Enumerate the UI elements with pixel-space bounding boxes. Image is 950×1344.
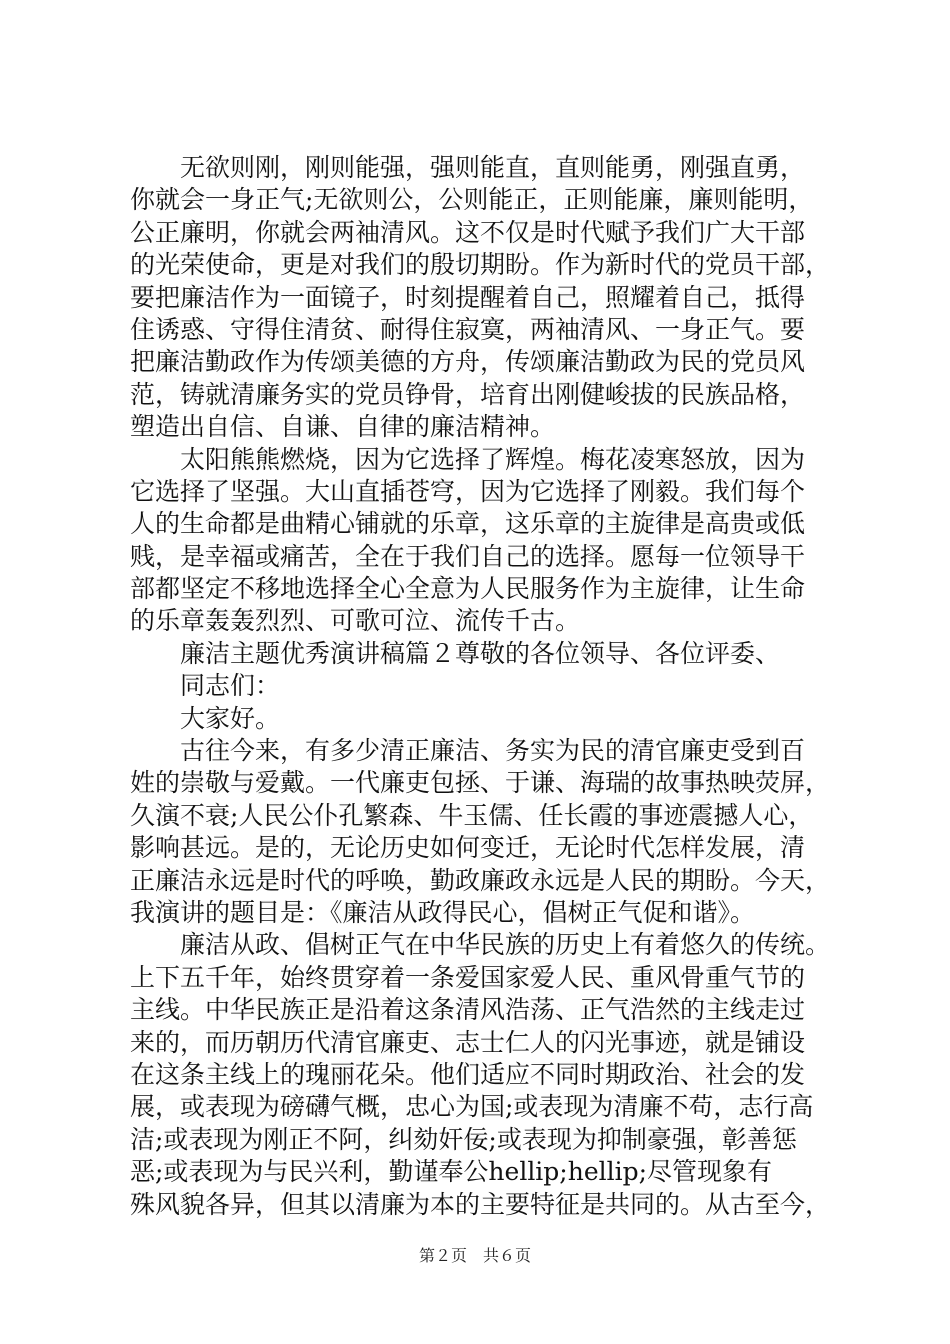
text-line: 部都坚定不移地选择全心全意为人民服务作为主旋律，让生命	[130, 574, 806, 604]
text-line: 范，铸就清廉务实的党员铮骨，培育出刚健峻拔的民族品格，	[130, 379, 806, 409]
text-line: 贱，是幸福或痛苦，全在于我们自己的选择。愿每一位领导干	[130, 541, 806, 571]
text-line: 大家好。	[180, 703, 281, 733]
text-line: 古往今来，有多少清正廉洁、务实为民的清官廉吏受到百	[180, 736, 806, 766]
text-line: 的乐章轰轰烈烈、可歌可泣、流传千古。	[130, 606, 581, 636]
text-line: 人的生命都是曲精心铺就的乐章，这乐章的主旋律是高贵或低	[130, 509, 806, 539]
text-line: 恶;或表现为与民兴利，勤谨奉公hellip;hellip;尽管现象有	[130, 1157, 773, 1187]
text-line: 我演讲的题目是：《廉洁从政得民心，倡树正气促和谐》。	[130, 897, 756, 927]
text-line: 姓的崇敬与爱戴。一代廉吏包拯、于谦、海瑞的故事热映荧屏，	[130, 768, 831, 798]
text-line: 廉洁从政、倡树正气在中华民族的历史上有着悠久的传统。	[180, 930, 831, 960]
text-line: 塑造出自信、自谦、自律的廉洁精神。	[130, 412, 556, 442]
text-line: 无欲则刚，刚则能强，强则能直，直则能勇，刚强直勇，	[180, 153, 806, 182]
text-line: 住诱惑、守得住清贫、耐得住寂寞，两袖清风、一身正气。要	[130, 314, 806, 344]
text-line: 正廉洁永远是时代的呼唤，勤政廉政永远是人民的期盼。今天，	[130, 865, 831, 895]
text-line: 主线。中华民族正是沿着这条清风浩荡、正气浩然的主线走过	[130, 995, 806, 1025]
document-body	[130, 152, 840, 1221]
page-footer: 第２页 共６页	[418, 1246, 531, 1265]
text-line: 同志们：	[180, 671, 281, 701]
text-line: 影响甚远。是的，无论历史如何变迁，无论时代怎样发展，清	[130, 833, 806, 863]
text-line: 洁;或表现为刚正不阿，纠劾奸佞;或表现为抑制豪强，彰善惩	[130, 1124, 797, 1154]
text-line: 殊风貌各异，但其以清廉为本的主要特征是共同的。从古至今，	[130, 1189, 831, 1219]
text-line: 上下五千年，始终贯穿着一条爱国家爱人民、重风骨重气节的	[130, 962, 806, 992]
text-line: 在这条主线上的瑰丽花朵。他们适应不同时期政治、社会的发	[130, 1059, 806, 1089]
text-line: 廉洁主题优秀演讲稿篇２尊敬的各位领导、各位评委、	[180, 638, 781, 668]
text-line: 你就会一身正气;无欲则公，公则能正，正则能廉，廉则能明，	[130, 185, 814, 215]
text-line: 展，或表现为磅礴气概，忠心为国;或表现为清廉不苟，志行高	[130, 1092, 814, 1122]
text-line: 的光荣使命，更是对我们的殷切期盼。作为新时代的党员干部，	[130, 250, 831, 280]
text-line: 要把廉洁作为一面镜子，时刻提醒着自己，照耀着自己，抵得	[130, 282, 806, 312]
text-line: 太阳熊熊燃烧，因为它选择了辉煌。梅花凌寒怒放，因为	[180, 444, 806, 474]
text-line: 它选择了坚强。大山直插苍穹，因为它选择了刚毅。我们每个	[130, 476, 806, 506]
text-line: 来的，而历朝历代清官廉吏、志士仁人的闪光事迹，就是铺设	[130, 1027, 806, 1057]
text-line: 公正廉明，你就会两袖清风。这不仅是时代赋予我们广大干部	[130, 217, 806, 247]
text-line: 把廉洁勤政作为传颂美德的方舟，传颂廉洁勤政为民的党员风	[130, 347, 806, 377]
text-line: 久演不衰;人民公仆孔繁森、牛玉儒、任长霞的事迹震撼人心，	[130, 800, 814, 830]
